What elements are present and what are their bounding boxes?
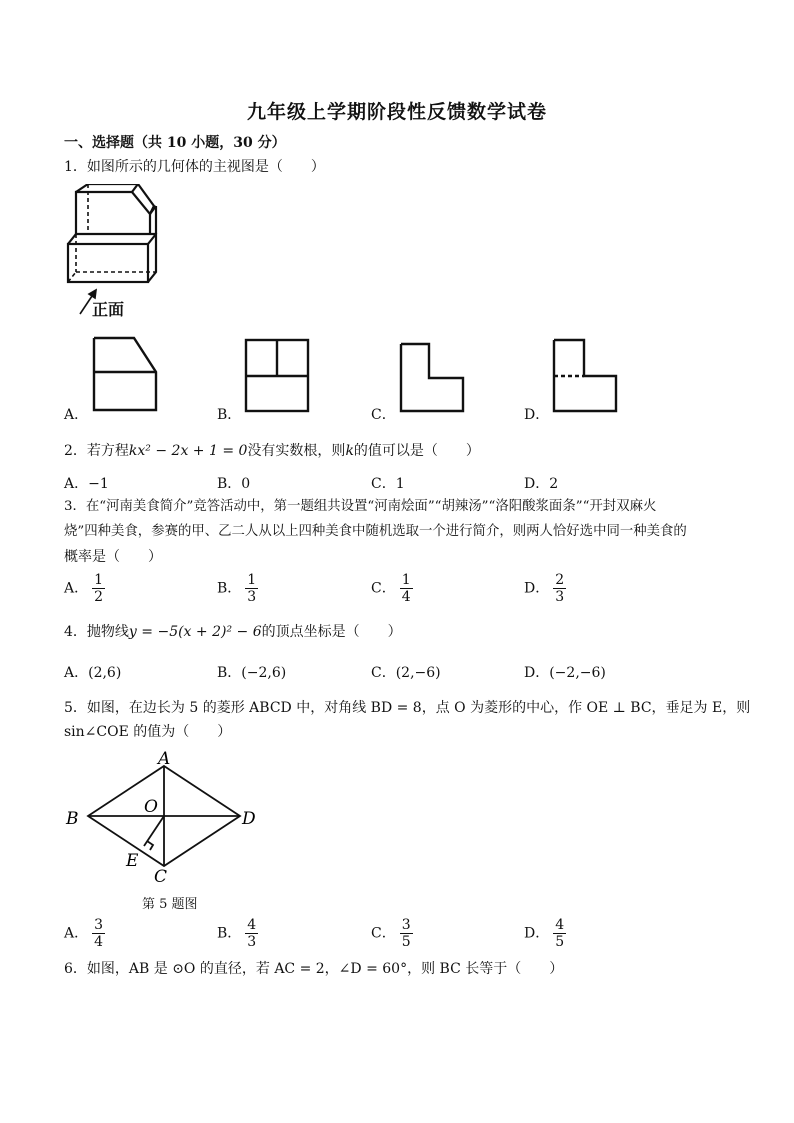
q4-equation: y = −5(x + 2)² − 6 bbox=[128, 624, 262, 640]
q5-option-a-label: A． bbox=[64, 925, 89, 942]
q3-option-a-fraction: $\frac{1}{2}$ bbox=[94, 572, 104, 605]
q5-option-a-fraction: $\frac{3}{4}$ bbox=[94, 917, 104, 950]
question-3-line-2: 烧”四种美食，参赛的甲、乙二人从以上四种美食中随机选取一个进行简介，则两人恰好选中同一种美食的 bbox=[64, 524, 687, 539]
q1-option-c-label: C． bbox=[371, 407, 396, 423]
q4-option-c[interactable]: C．(2,−6) bbox=[371, 665, 441, 681]
q5-option-a[interactable] bbox=[64, 917, 105, 950]
q2-option-b[interactable]: B．0 bbox=[217, 476, 251, 492]
q5-point-e: E bbox=[126, 851, 139, 871]
q1-option-d-label: D． bbox=[524, 407, 550, 423]
q5-option-d-fraction: $\frac{4}{5}$ bbox=[555, 917, 565, 950]
q1-option-d-figure[interactable] bbox=[551, 338, 619, 414]
q3-option-b[interactable] bbox=[217, 572, 258, 605]
q5-option-c-label: C． bbox=[371, 925, 396, 942]
question-3-line-3: 概率是（ ） bbox=[64, 549, 162, 565]
q3-option-a[interactable] bbox=[64, 572, 105, 605]
q5-option-b-fraction: $\frac{4}{3}$ bbox=[247, 917, 257, 950]
q5-option-c-fraction: $\frac{3}{5}$ bbox=[401, 917, 411, 950]
q2-option-a[interactable]: A．−1 bbox=[64, 476, 109, 492]
q5-option-c[interactable] bbox=[371, 917, 413, 950]
q5-point-d: D bbox=[242, 809, 256, 829]
q4-stem-b: 的顶点坐标是（ ） bbox=[261, 624, 402, 640]
q5-point-c: C bbox=[154, 867, 168, 886]
q5-option-b[interactable] bbox=[217, 917, 258, 950]
q5-figure-caption: 第 5 题图 bbox=[142, 897, 198, 912]
q1-option-a-figure[interactable] bbox=[90, 336, 160, 414]
q3-option-b-fraction: $\frac{1}{3}$ bbox=[247, 572, 257, 605]
section-heading: 一、选择题（共 10 小题，30 分） bbox=[64, 135, 286, 151]
q3-option-c-label: C． bbox=[371, 580, 396, 597]
q3-option-a-label: A． bbox=[64, 580, 89, 597]
q5-point-b: B bbox=[66, 809, 79, 829]
q2-stem-b: 没有实数根，则 bbox=[247, 443, 346, 459]
q3-option-c-fraction: $\frac{1}{4}$ bbox=[401, 572, 411, 605]
q1-option-b-label: B． bbox=[217, 407, 242, 423]
question-2-stem bbox=[64, 440, 480, 462]
q2-option-d[interactable]: D．2 bbox=[524, 476, 559, 492]
front-label: 正面 bbox=[92, 300, 125, 319]
q3-option-d[interactable] bbox=[524, 572, 566, 605]
q5-option-d-label: D． bbox=[524, 925, 550, 942]
q2-variable-k: k bbox=[345, 443, 354, 459]
q5-option-b-label: B． bbox=[217, 925, 242, 942]
q5-point-o: O bbox=[144, 797, 158, 817]
question-4-stem bbox=[64, 621, 402, 643]
question-1-stem: 1．如图所示的几何体的主视图是（ ） bbox=[64, 159, 325, 175]
q2-stem-c: 的值可以是（ ） bbox=[353, 443, 480, 459]
q3-option-b-label: B． bbox=[217, 580, 242, 597]
q5-option-d[interactable] bbox=[524, 917, 566, 950]
q1-option-a-label: A． bbox=[64, 407, 89, 423]
q3-option-c[interactable] bbox=[371, 572, 413, 605]
q4-option-d[interactable]: D．(−2,−6) bbox=[524, 665, 606, 681]
q2-equation: kx² − 2x + 1 = 0 bbox=[128, 443, 248, 459]
q3-option-d-label: D． bbox=[524, 580, 550, 597]
q1-option-c-figure[interactable] bbox=[398, 342, 466, 414]
question-5-line-2: sin∠COE 的值为（ ） bbox=[64, 724, 232, 740]
question-6-stem: 6．如图，AB 是 ⊙O 的直径，若 AC = 2，∠D = 60°，则 BC 长等于（ ） bbox=[64, 961, 564, 977]
question-5-line-1: 5．如图，在边长为 5 的菱形 ABCD 中，对角线 BD = 8，点 O 为菱形的中心，作 OE ⊥ BC，垂足为 E，则 bbox=[64, 700, 751, 716]
q2-stem-a: 2．若方程 bbox=[64, 443, 129, 459]
q5-rhombus-figure bbox=[64, 748, 264, 886]
page-title: 九年级上学期阶段性反馈数学试卷 bbox=[246, 101, 547, 123]
q3-option-d-fraction: $\frac{2}{3}$ bbox=[555, 572, 565, 605]
q2-option-c[interactable]: C．1 bbox=[371, 476, 405, 492]
q4-stem-a: 4．抛物线 bbox=[64, 624, 129, 640]
q4-option-b[interactable]: B．(−2,6) bbox=[217, 665, 287, 681]
q5-point-a: A bbox=[158, 749, 171, 769]
q1-option-b-figure[interactable] bbox=[244, 338, 312, 414]
q4-option-a[interactable]: A．(2,6) bbox=[64, 665, 122, 681]
question-3-line-1: 3．在“河南美食简介”竞答活动中，第一题组共设置“河南烩面”“胡辣汤”“洛阳酸浆面条”“开封双麻火 bbox=[64, 499, 657, 514]
